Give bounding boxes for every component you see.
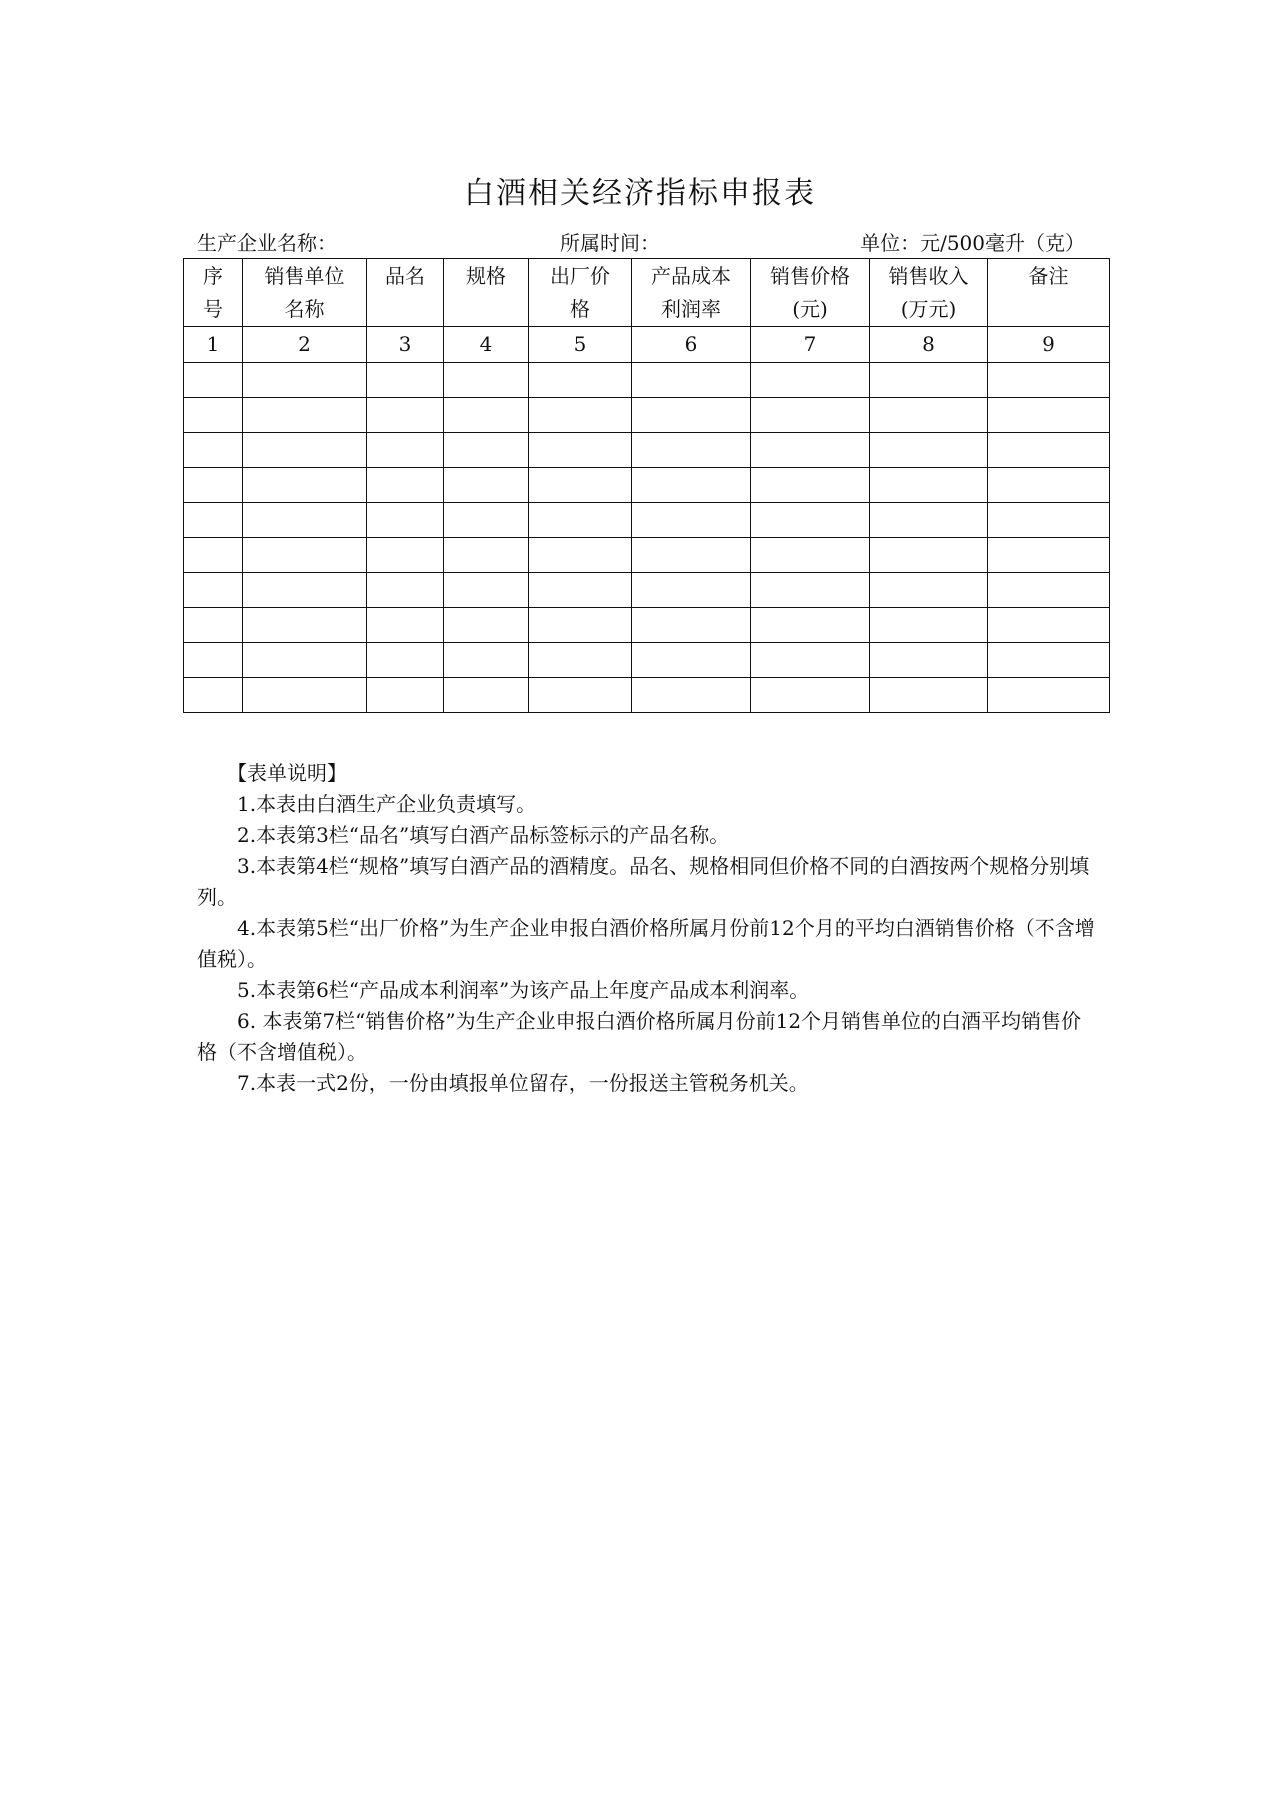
table-row bbox=[184, 538, 1110, 573]
company-name-label: 生产企业名称： bbox=[197, 231, 337, 255]
table-cell-blank[interactable] bbox=[632, 643, 751, 678]
note-item: 4.本表第5栏“出厂价格”为生产企业申报白酒价格所属月份前12个月的平均白酒销售价格（不含增值税）。 bbox=[197, 916, 1095, 971]
unit-label: 单位：元/500毫升（克） bbox=[860, 231, 1085, 255]
table-cell-blank[interactable] bbox=[632, 678, 751, 713]
table-cell-blank[interactable] bbox=[243, 363, 367, 398]
table-cell-blank[interactable] bbox=[184, 643, 243, 678]
table-cell-blank[interactable] bbox=[529, 643, 632, 678]
table-cell-blank[interactable] bbox=[243, 538, 367, 573]
table-cell-blank[interactable] bbox=[367, 503, 444, 538]
table-cell-blank[interactable] bbox=[988, 643, 1110, 678]
header-line: 出厂价 bbox=[550, 264, 610, 288]
header-line: 销售收入 bbox=[888, 264, 969, 288]
table-cell-blank[interactable] bbox=[367, 678, 444, 713]
table-cell-blank[interactable] bbox=[529, 573, 632, 608]
note-item: 7.本表一式2份，一份由填报单位留存，一份报送主管税务机关。 bbox=[237, 1071, 809, 1095]
table-cell-blank[interactable] bbox=[367, 643, 444, 678]
table-cell-blank[interactable] bbox=[988, 363, 1110, 398]
column-number: 2 bbox=[243, 327, 367, 363]
table-cell-blank[interactable] bbox=[367, 538, 444, 573]
table-cell-blank[interactable] bbox=[184, 468, 243, 503]
note-item: 2.本表第3栏“品名”填写白酒产品标签标示的产品名称。 bbox=[237, 823, 730, 847]
table-cell-blank[interactable] bbox=[529, 433, 632, 468]
header-line: 销售单位 bbox=[264, 264, 345, 288]
column-number: 6 bbox=[632, 327, 751, 363]
table-cell-blank[interactable] bbox=[184, 678, 243, 713]
table-cell-blank[interactable] bbox=[988, 468, 1110, 503]
table-cell-blank[interactable] bbox=[529, 363, 632, 398]
table-row bbox=[184, 608, 1110, 643]
header-line: 备注 bbox=[1028, 264, 1069, 288]
table-cell-blank[interactable] bbox=[988, 503, 1110, 538]
table-cell-blank[interactable] bbox=[751, 643, 870, 678]
column-number: 8 bbox=[870, 327, 988, 363]
header-cell-sales-revenue bbox=[870, 259, 988, 327]
column-number: 5 bbox=[529, 327, 632, 363]
header-cell-profit-rate bbox=[632, 259, 751, 327]
table-cell-blank[interactable] bbox=[184, 398, 243, 433]
header-cell-index bbox=[184, 259, 243, 327]
table-cell-blank[interactable] bbox=[870, 538, 988, 573]
table-cell-blank[interactable] bbox=[243, 503, 367, 538]
table-cell-blank[interactable] bbox=[184, 433, 243, 468]
table-cell-blank[interactable] bbox=[444, 363, 529, 398]
table-cell-blank[interactable] bbox=[751, 573, 870, 608]
table-cell-blank[interactable] bbox=[243, 643, 367, 678]
table-cell-blank[interactable] bbox=[988, 538, 1110, 573]
table-cell-blank[interactable] bbox=[870, 433, 988, 468]
header-line: 品名 bbox=[385, 264, 425, 288]
table-cell-blank[interactable] bbox=[632, 608, 751, 643]
header-line: 序 bbox=[203, 264, 223, 288]
column-number: 1 bbox=[184, 327, 243, 363]
table-cell-blank[interactable] bbox=[367, 468, 444, 503]
table-cell-blank[interactable] bbox=[529, 608, 632, 643]
table-cell-blank[interactable] bbox=[529, 468, 632, 503]
table-cell-blank[interactable] bbox=[367, 573, 444, 608]
column-number: 3 bbox=[367, 327, 444, 363]
table-cell-blank[interactable] bbox=[529, 678, 632, 713]
table-row bbox=[184, 573, 1110, 608]
header-cell-sales-price bbox=[751, 259, 870, 327]
header-line: 名称 bbox=[284, 297, 325, 321]
table-cell-blank[interactable] bbox=[444, 573, 529, 608]
table-header-row bbox=[184, 259, 1110, 327]
header-cell-factory-price bbox=[529, 259, 632, 327]
note-item: 5.本表第6栏“产品成本利润率”为该产品上年度产品成本利润率。 bbox=[237, 978, 810, 1002]
header-line: 利润率 bbox=[661, 297, 721, 321]
table-cell-blank[interactable] bbox=[529, 538, 632, 573]
form-notes bbox=[197, 758, 1097, 1099]
table-cell-blank[interactable] bbox=[632, 433, 751, 468]
table-cell-blank[interactable] bbox=[243, 573, 367, 608]
header-line: (元) bbox=[792, 297, 828, 321]
column-number: 7 bbox=[751, 327, 870, 363]
table-cell-blank[interactable] bbox=[184, 363, 243, 398]
table-cell-blank[interactable] bbox=[444, 538, 529, 573]
table-cell-blank[interactable] bbox=[870, 503, 988, 538]
table-cell-blank[interactable] bbox=[751, 608, 870, 643]
table-cell-blank[interactable] bbox=[751, 468, 870, 503]
table-cell-blank[interactable] bbox=[988, 608, 1110, 643]
column-number-row bbox=[184, 327, 1110, 363]
header-line: 产品成本 bbox=[651, 264, 731, 288]
table-cell-blank[interactable] bbox=[870, 573, 988, 608]
table-cell-blank[interactable] bbox=[988, 398, 1110, 433]
header-line: 号 bbox=[203, 297, 223, 321]
note-item: 6. 本表第7栏“销售价格”为生产企业申报白酒价格所属月份前12个月销售单位的白酒平均销售价格（不含增值税）。 bbox=[197, 1009, 1082, 1064]
report-table bbox=[183, 258, 1110, 713]
table-cell-blank[interactable] bbox=[988, 433, 1110, 468]
table-cell-blank[interactable] bbox=[444, 503, 529, 538]
table-row bbox=[184, 363, 1110, 398]
table-row bbox=[184, 468, 1110, 503]
table-cell-blank[interactable] bbox=[367, 608, 444, 643]
table-cell-blank[interactable] bbox=[529, 398, 632, 433]
table-cell-blank[interactable] bbox=[444, 433, 529, 468]
table-cell-blank[interactable] bbox=[870, 468, 988, 503]
header-line: 销售价格 bbox=[770, 264, 850, 288]
period-label: 所属时间： bbox=[560, 231, 660, 255]
header-line: (万元) bbox=[900, 297, 957, 321]
table-cell-blank[interactable] bbox=[632, 573, 751, 608]
table-row bbox=[184, 678, 1110, 713]
table-cell-blank[interactable] bbox=[751, 678, 870, 713]
table-row bbox=[184, 643, 1110, 678]
table-cell-blank[interactable] bbox=[870, 678, 988, 713]
table-cell-blank[interactable] bbox=[632, 538, 751, 573]
table-cell-blank[interactable] bbox=[243, 433, 367, 468]
table-body bbox=[184, 363, 1110, 713]
table-cell-blank[interactable] bbox=[632, 363, 751, 398]
table-cell-blank[interactable] bbox=[751, 398, 870, 433]
table-cell-blank[interactable] bbox=[243, 608, 367, 643]
table-cell-blank[interactable] bbox=[632, 398, 751, 433]
notes-heading: 【表单说明】 bbox=[227, 761, 347, 785]
table-cell-blank[interactable] bbox=[751, 433, 870, 468]
table-cell-blank[interactable] bbox=[243, 398, 367, 433]
table-cell-blank[interactable] bbox=[751, 538, 870, 573]
header-line: 格 bbox=[570, 297, 590, 321]
header-cell-sales-unit bbox=[243, 259, 367, 327]
table-cell-blank[interactable] bbox=[367, 363, 444, 398]
table-cell-blank[interactable] bbox=[870, 643, 988, 678]
table-cell-blank[interactable] bbox=[870, 398, 988, 433]
table-cell-blank[interactable] bbox=[444, 678, 529, 713]
column-number: 4 bbox=[444, 327, 529, 363]
table-cell-blank[interactable] bbox=[988, 573, 1110, 608]
table-cell-blank[interactable] bbox=[243, 468, 367, 503]
table-row bbox=[184, 503, 1110, 538]
page-title: 白酒相关经济指标申报表 bbox=[464, 176, 816, 211]
table-cell-blank[interactable] bbox=[870, 363, 988, 398]
table-cell-blank[interactable] bbox=[184, 573, 243, 608]
header-cell-spec bbox=[444, 259, 529, 327]
header-line: 规格 bbox=[466, 264, 506, 288]
table-cell-blank[interactable] bbox=[444, 608, 529, 643]
table-cell-blank[interactable] bbox=[367, 398, 444, 433]
table-cell-blank[interactable] bbox=[529, 503, 632, 538]
note-item: 1.本表由白酒生产企业负责填写。 bbox=[237, 792, 537, 816]
table-cell-blank[interactable] bbox=[988, 678, 1110, 713]
table-cell-blank[interactable] bbox=[870, 608, 988, 643]
table-cell-blank[interactable] bbox=[243, 678, 367, 713]
header-cell-remarks bbox=[988, 259, 1110, 327]
table-cell-blank[interactable] bbox=[444, 643, 529, 678]
column-number: 9 bbox=[988, 327, 1110, 363]
table-cell-blank[interactable] bbox=[184, 503, 243, 538]
table-row bbox=[184, 433, 1110, 468]
table-row bbox=[184, 398, 1110, 433]
header-cell-product-name bbox=[367, 259, 444, 327]
table-cell-blank[interactable] bbox=[184, 538, 243, 573]
table-cell-blank[interactable] bbox=[632, 503, 751, 538]
table-cell-blank[interactable] bbox=[444, 398, 529, 433]
table-cell-blank[interactable] bbox=[632, 468, 751, 503]
table-cell-blank[interactable] bbox=[444, 468, 529, 503]
table-cell-blank[interactable] bbox=[367, 433, 444, 468]
table-cell-blank[interactable] bbox=[184, 608, 243, 643]
table-cell-blank[interactable] bbox=[751, 363, 870, 398]
note-item: 3.本表第4栏“规格”填写白酒产品的酒精度。品名、规格相同但价格不同的白酒按两个规格分别填列。 bbox=[197, 854, 1090, 909]
table-cell-blank[interactable] bbox=[751, 503, 870, 538]
